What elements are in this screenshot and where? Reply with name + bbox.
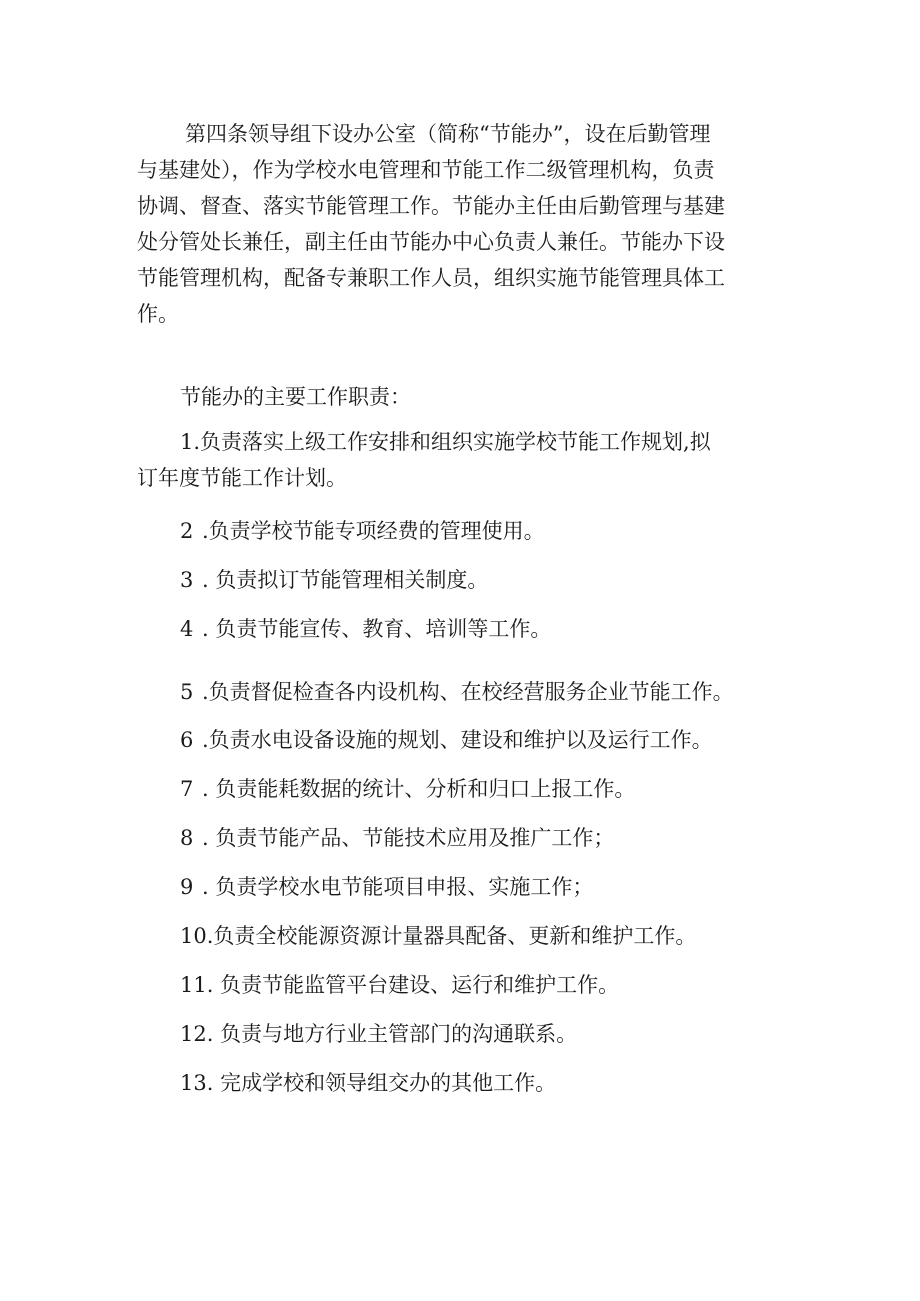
duty-number: 4: [180, 617, 194, 641]
duty-item-10: [180, 921, 696, 951]
duty-item-1: [137, 424, 797, 496]
duty-item-5: [180, 677, 734, 707]
article-line: 与基建处），作为学校水电管理和节能工作二级管理机构，负责: [137, 158, 715, 182]
duty-item-4: [180, 614, 551, 644]
article-line: 处分管处长兼任，副主任由节能办中心负责人兼任。节能办下设: [137, 230, 725, 254]
duty-text: . 负责学校水电节能项目申报、实施工作；: [202, 875, 594, 899]
duty-text: .负责全校能源资源计量器具配备、更新和维护工作。: [206, 924, 697, 948]
duty-text: .负责学校节能专项经费的管理使用。: [202, 519, 545, 543]
duty-text: . 负责节能宣传、教育、培训等工作。: [202, 617, 552, 641]
duty-text: . 完成学校和领导组交办的其他工作。: [206, 1071, 557, 1095]
duty-number: 7: [180, 777, 194, 801]
article-line: 协调、督查、落实节能管理工作。节能办主任由后勤管理与基建: [137, 194, 725, 218]
duty-text: .负责督促检查各内设机构、在校经营服务企业节能工作。: [202, 680, 734, 704]
duty-number: 9: [180, 875, 194, 899]
duty-item-8: [180, 823, 614, 853]
duty-item-3: [180, 565, 488, 595]
duty-number: 13: [180, 1071, 207, 1095]
duty-text: . 负责能耗数据的统计、分析和归口上报工作。: [202, 777, 636, 801]
duty-item-9: [180, 872, 593, 902]
duty-text: . 负责与地方行业主管部门的沟通联系。: [206, 1022, 578, 1046]
duty-1-line: 1.负责落实上级工作安排和组织实施学校节能工作规划,拟: [180, 430, 711, 454]
duty-number: 5: [180, 680, 194, 704]
duty-text: .负责水电设备设施的规划、建设和维护以及运行工作。: [202, 728, 713, 752]
duty-number: 11: [180, 973, 207, 997]
duty-text: . 负责拟订节能管理相关制度。: [202, 568, 489, 592]
duty-1-line: 订年度节能工作计划。: [137, 466, 347, 490]
duty-number: 8: [180, 826, 194, 850]
duty-number: 10: [180, 924, 207, 948]
duty-text: . 负责节能监管平台建设、运行和维护工作。: [206, 973, 620, 997]
duty-item-7: [180, 774, 635, 804]
duty-number: 6: [180, 728, 194, 752]
duty-number: 2: [180, 519, 194, 543]
duty-item-11: [180, 970, 619, 1000]
article-line: 作。: [137, 302, 179, 326]
duty-item-13: [180, 1068, 556, 1098]
article-paragraph: [137, 116, 797, 332]
duty-item-12: [180, 1019, 577, 1049]
duty-item-6: [180, 725, 713, 755]
duty-text: . 负责节能产品、节能技术应用及推广工作；: [202, 826, 615, 850]
duties-heading: 节能办的主要工作职责：: [180, 385, 411, 409]
article-line: 节能管理机构，配备专兼职工作人员，组织实施节能管理具体工: [137, 266, 725, 290]
duty-item-2: [180, 516, 545, 546]
duty-number: 3: [180, 568, 194, 592]
article-line: 第四条领导组下设办公室（简称“节能办”，设在后勤管理: [185, 122, 711, 146]
duty-number: 12: [180, 1022, 207, 1046]
